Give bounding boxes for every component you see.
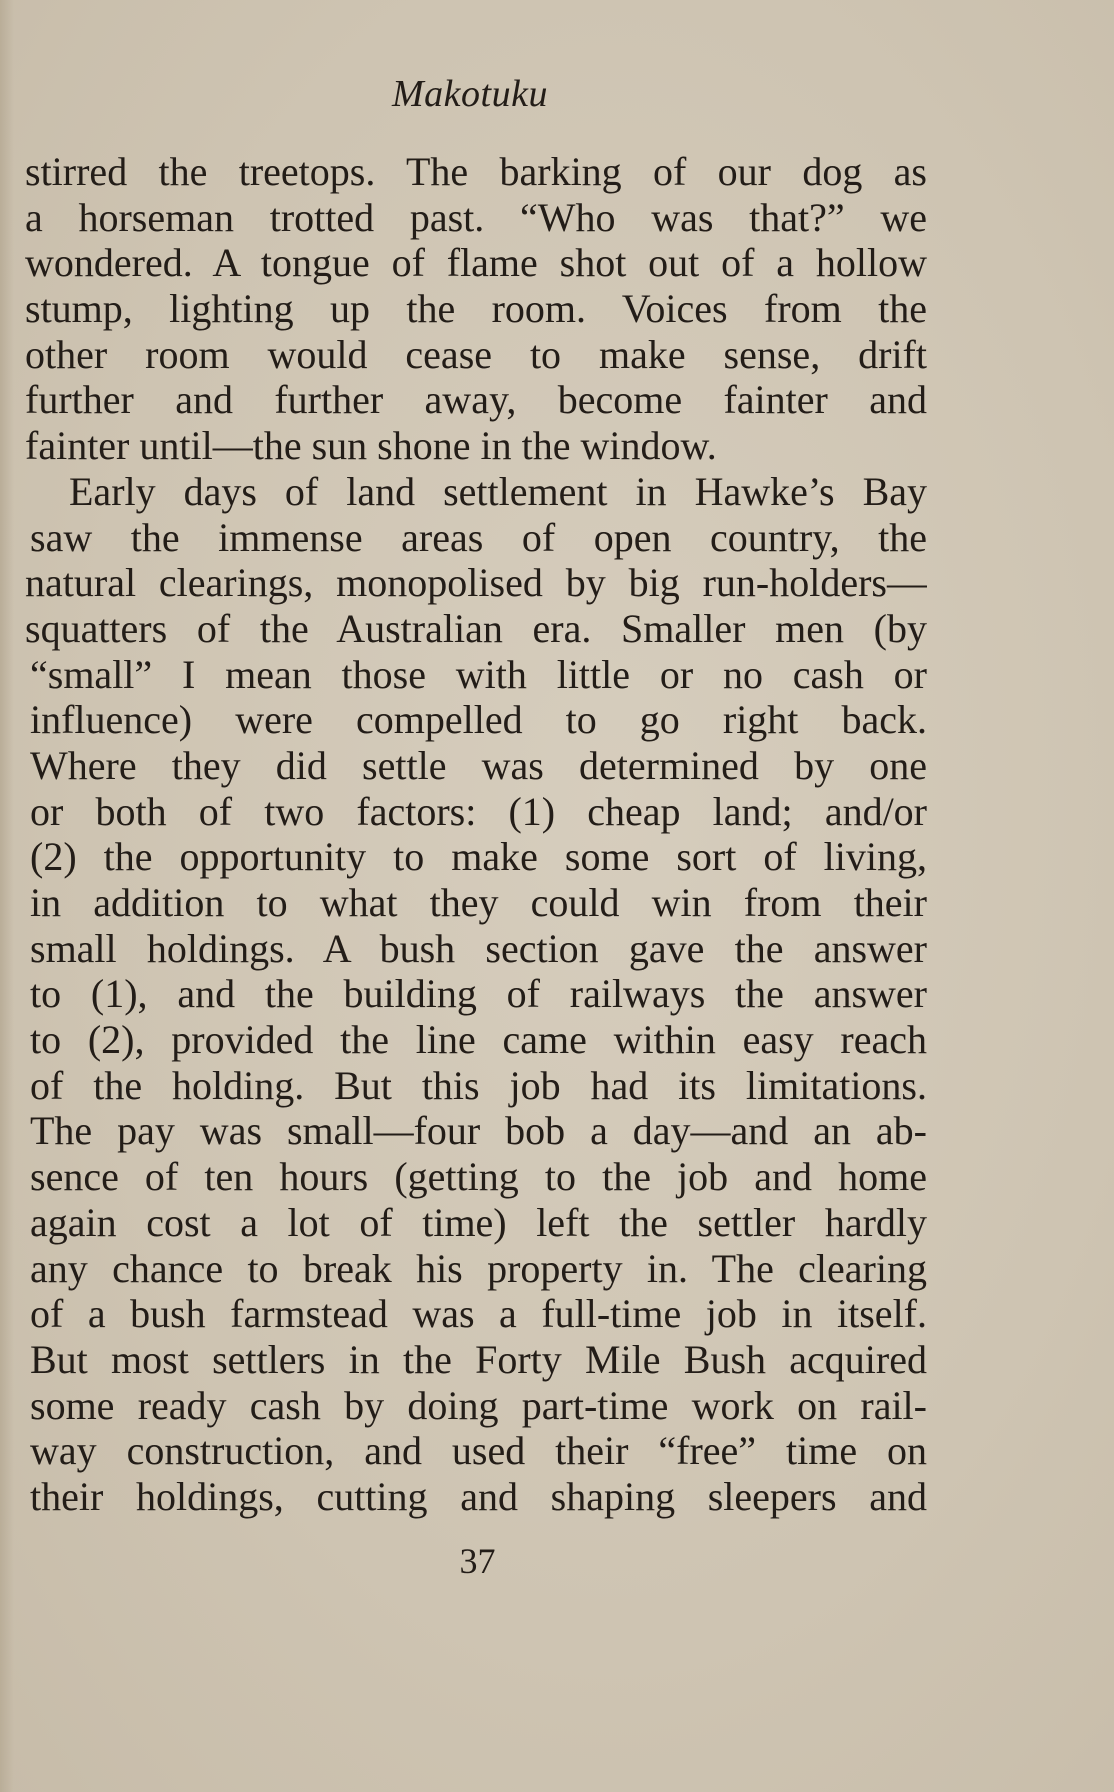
text-line: their holdings, cutting and shaping sleepers and	[30, 1473, 927, 1519]
text-line: way construction, and used their “free” time on	[30, 1428, 927, 1474]
text-line: But most settlers in the Forty Mile Bush acquired	[30, 1336, 927, 1382]
text-line: The pay was small—four bob a day—and an ab-	[30, 1108, 927, 1154]
text-line: squatters of the Australian era. Smaller men (by	[25, 605, 927, 651]
paragraph-first-line: Early days of land settlement in Hawke’s Bay	[69, 468, 927, 514]
gutter-shadow	[0, 0, 14, 1792]
text-line: wondered. A tongue of flame shot out of a hollow	[25, 240, 927, 286]
text-line: again cost a lot of time) left the settler hardly	[30, 1199, 927, 1245]
text-line: Where they did settle was determined by one	[30, 742, 927, 788]
running-head: Makotuku	[392, 73, 548, 115]
text-line: stump, lighting up the room. Voices from the	[25, 286, 927, 332]
text-line: any chance to break his property in. The clearing	[30, 1245, 927, 1291]
text-line: other room would cease to make sense, drift	[25, 331, 927, 377]
text-line: fainter until—the sun shone in the window.	[25, 423, 717, 469]
text-line: sence of ten hours (getting to the job and home	[30, 1154, 927, 1200]
text-line: to (1), and the building of railways the answer	[30, 971, 927, 1017]
text-line: natural clearings, monopolised by big run-holders—	[25, 560, 927, 606]
text-line: in addition to what they could win from their	[30, 880, 927, 925]
text-line: some ready cash by doing part-time work on rail-	[30, 1382, 927, 1428]
text-line: influence) were compelled to go right back.	[30, 697, 927, 743]
text-line: (2) the opportunity to make some sort of living,	[30, 834, 927, 880]
text-line: saw the immense areas of open country, the	[30, 514, 927, 560]
text-line: further and further away, become fainter and	[25, 377, 927, 423]
text-line: a horseman trotted past. “Who was that?” we	[25, 194, 927, 240]
body-text	[25, 149, 927, 1520]
text-line: of the holding. But this job had its limitations.	[30, 1062, 927, 1108]
text-line: to (2), provided the line came within easy reach	[30, 1017, 927, 1063]
text-line: small holdings. A bush section gave the answer	[30, 925, 927, 971]
text-line: stirred the treetops. The barking of our dog as	[25, 149, 927, 194]
text-line: of a bush farmstead was a full-time job in itself.	[30, 1291, 927, 1337]
text-line: “small” I mean those with little or no cash or	[30, 651, 927, 697]
page-number: 37	[459, 1541, 496, 1581]
text-line: or both of two factors: (1) cheap land; and/or	[30, 788, 927, 834]
